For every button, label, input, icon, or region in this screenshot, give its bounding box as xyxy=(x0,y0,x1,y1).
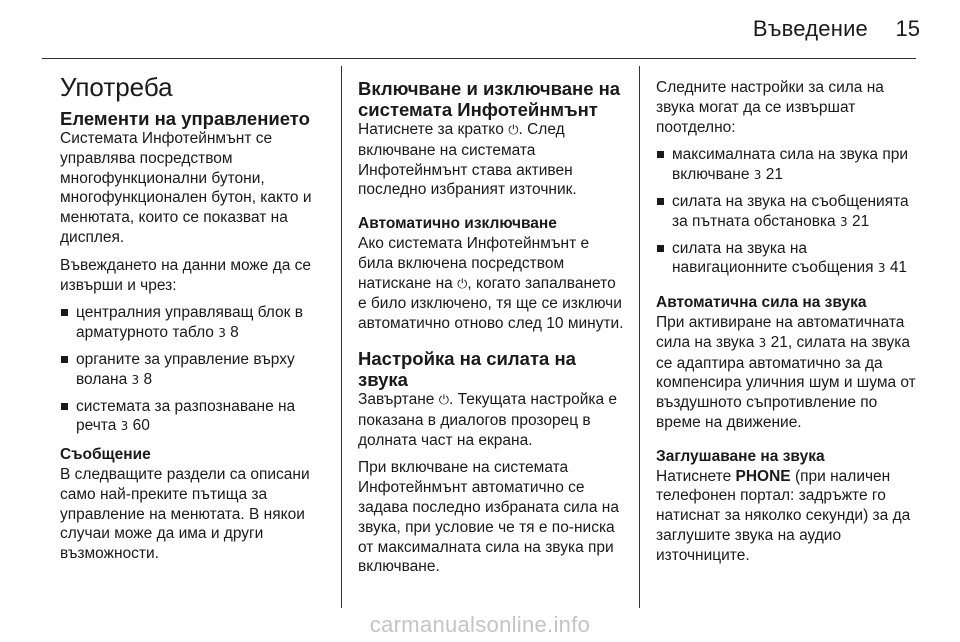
page-ref-icon: 3 xyxy=(840,214,848,229)
subsection-heading: Елементи на управлението xyxy=(60,108,310,129)
column-2 xyxy=(358,78,628,585)
list-item: системата за разпознаване на речта 3 60 xyxy=(60,397,330,438)
section-heading: Включване и изключване на системата Инфотейнмънт xyxy=(358,78,621,120)
paragraph: Завъртане ⏻. Текущата настройка е показана в диалогов прозорец в долната част на екрана. xyxy=(358,390,618,449)
list-item: органите за управление върху волана 3 8 xyxy=(60,350,330,391)
column-1 xyxy=(60,72,330,572)
watermark: carmanualsonline.info xyxy=(369,612,591,637)
phone-key-label: PHONE xyxy=(735,467,791,485)
paragraph: Системата Инфотейнмънт се управлява посредством многофункционални бутони, многофункционален бутон, както и менютата, които се показват на дисплея. xyxy=(60,130,312,246)
list-item: силата на звука на навигационните съобщения 3 41 xyxy=(656,239,926,280)
page-ref-icon: 3 xyxy=(218,326,226,341)
paragraph: Ако системата Инфотейнмънт е била включена посредством натискане на ⏻, когато запалването е било изключено, тя ще се изключи автоматично отново след 10 минути. xyxy=(358,234,624,333)
page-number: 15 xyxy=(895,16,920,41)
page-ref-icon: 3 xyxy=(753,168,762,183)
paragraph: Натиснете PHONE (при наличен телефонен портал: задръжте го натиснат за няколко секунди) за да заглушите звука на аудио източниците. xyxy=(656,467,911,564)
list-item: максималната сила на звука при включване 3 21 xyxy=(656,145,926,186)
section-heading: Настройка на силата на звука xyxy=(358,347,576,390)
note-text: В следващите раздели са описани само най-преките пътища за управление на менютата. В някои случаи може да има и други възможности. xyxy=(60,465,310,563)
note-title: Съобщение xyxy=(60,446,151,464)
subsection-heading: Автоматично изключване xyxy=(358,215,557,233)
paragraph: При активиране на автоматичната сила на звука 3 21, силата на звука се адаптира автоматично за да компенсира уличния шум и шума от въздушното съпротивление по време на движение. xyxy=(656,313,916,431)
page-ref-icon: 3 xyxy=(758,335,767,350)
bullet-list xyxy=(60,303,330,437)
paragraph: Натиснете за кратко ⏻. След включване на системата Инфотейнмънт става активен последно избраният източник. xyxy=(358,121,577,199)
paragraph: Следните настройки за сила на звука могат да се извършат поотделно: xyxy=(656,79,884,136)
column-divider-1 xyxy=(341,66,342,608)
page-header-title: Въведение xyxy=(752,16,868,41)
page-ref-icon: 3 xyxy=(131,372,140,387)
power-knob-icon: ⏻ xyxy=(457,276,468,292)
column-3 xyxy=(656,78,926,574)
page-ref-icon: 3 xyxy=(877,261,886,276)
power-knob-icon: ⏻ xyxy=(438,392,450,408)
power-knob-icon: ⏻ xyxy=(508,123,519,138)
list-item: централния управляващ блок в арматурното табло 3 8 xyxy=(60,303,330,344)
page-ref-icon: 3 xyxy=(120,419,129,434)
section-heading: Употреба xyxy=(60,72,173,102)
list-item: силата на звука на съобщенията за пътната обстановка 3 21 xyxy=(656,192,926,233)
subsection-heading: Автоматична сила на звука xyxy=(656,294,867,312)
paragraph: При включване на системата Инфотейнмънт автоматично се задава последно избраната сила на звука, при условие че тя е по-ниска от максималната сила на звука при включване. xyxy=(358,459,619,576)
header-rule xyxy=(42,58,916,59)
paragraph: Въвеждането на данни може да се извърши и чрез: xyxy=(60,256,312,294)
column-divider-2 xyxy=(639,66,640,608)
subsection-heading: Заглушаване на звука xyxy=(656,447,825,465)
bullet-list xyxy=(656,145,926,279)
